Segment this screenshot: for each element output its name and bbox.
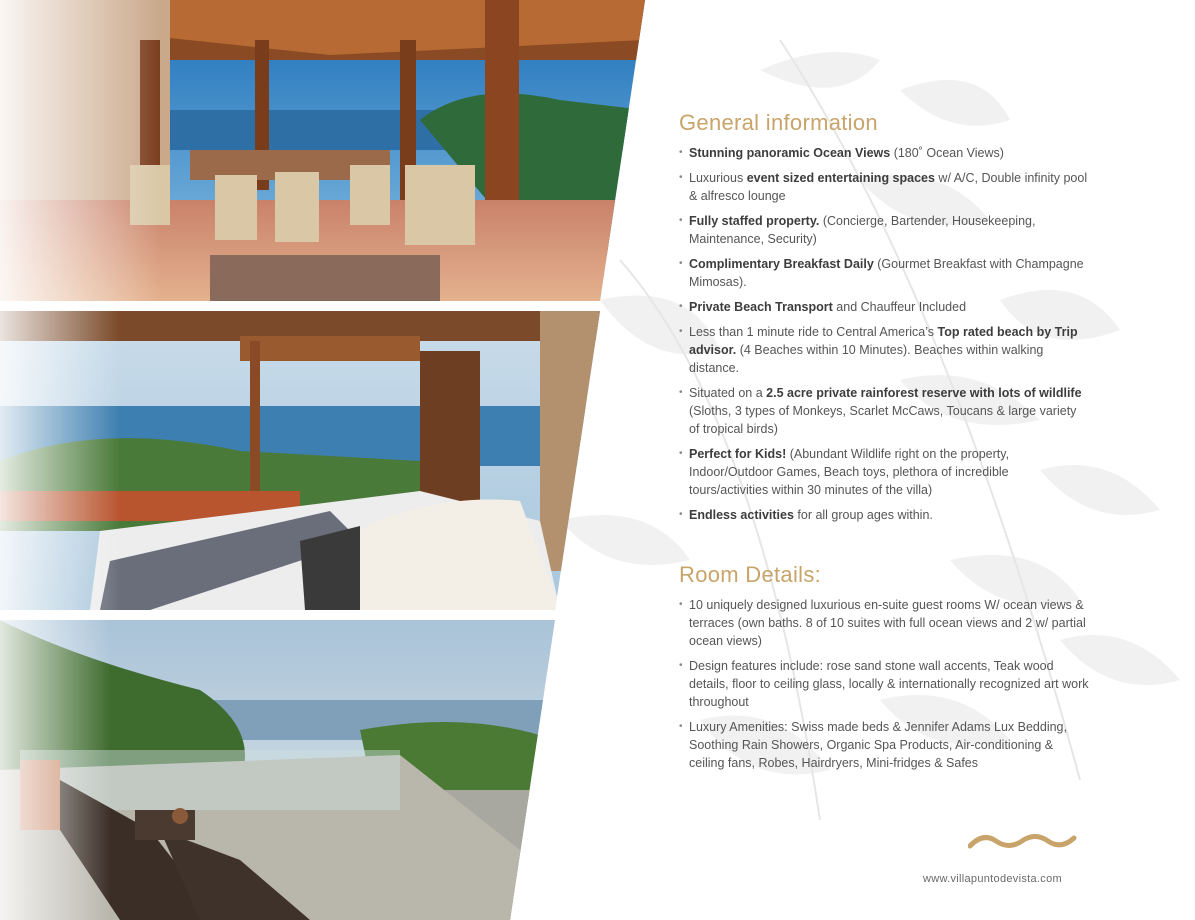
general-item: • Private Beach Transport and Chauffeur Included bbox=[679, 298, 1089, 316]
photo-dining-pavilion bbox=[0, 0, 645, 301]
general-item: • Luxurious event sized entertaining spaces w/ A/C, Double infinity pool & alfresco lounge bbox=[679, 169, 1089, 205]
room-details-heading: Room Details: bbox=[679, 562, 822, 587]
general-item: • Less than 1 minute ride to Central America’s Top rated beach by Trip advisor. (4 Beaches within 10 Minutes). Beaches within walking distance. bbox=[679, 323, 1089, 377]
photo-terrace-view bbox=[0, 620, 555, 920]
room-details-list bbox=[679, 596, 1089, 772]
general-item: • Endless activities for all group ages within. bbox=[679, 506, 1089, 524]
general-information-list bbox=[679, 144, 1089, 524]
website-link[interactable]: www.villapuntodevista.com bbox=[923, 873, 1062, 885]
room-item: • Design features include: rose sand stone wall accents, Teak wood details, floor to ceiling glass, locally & internationally recognized art work throughout bbox=[679, 657, 1089, 711]
room-item: • 10 uniquely designed luxurious en-suite guest rooms W/ ocean views & terraces (own baths. 8 of 10 suites with full ocean views and 2 w/ partial ocean views) bbox=[679, 596, 1089, 650]
general-item: • Stunning panoramic Ocean Views (180˚ Ocean Views) bbox=[679, 144, 1089, 162]
content-column bbox=[679, 110, 1089, 779]
general-item: • Situated on a 2.5 acre private rainforest reserve with lots of wildlife (Sloths, 3 types of Monkeys, Scarlet McCaws, Toucans & large variety of tropical birds) bbox=[679, 384, 1089, 438]
wave-ornament-icon bbox=[968, 830, 1078, 852]
general-item: • Fully staffed property. (Concierge, Bartender, Housekeeping, Maintenance, Security) bbox=[679, 212, 1089, 248]
general-item: • Complimentary Breakfast Daily (Gourmet Breakfast with Champagne Mimosas). bbox=[679, 255, 1089, 291]
photo-ocean-view-bedroom bbox=[0, 311, 600, 610]
room-item: • Luxury Amenities: Swiss made beds & Jennifer Adams Lux Bedding, Soothing Rain Showers, Organic Spa Products, Air-conditioning & ceiling fans, Robes, Hairdryers, Mini-fridges & Safes bbox=[679, 718, 1089, 772]
general-information-heading: General information bbox=[679, 110, 878, 135]
general-item: • Perfect for Kids! (Abundant Wildlife right on the property, Indoor/Outdoor Games, Beach toys, plethora of incredible tours/activities within 30 minutes of the villa) bbox=[679, 445, 1089, 499]
